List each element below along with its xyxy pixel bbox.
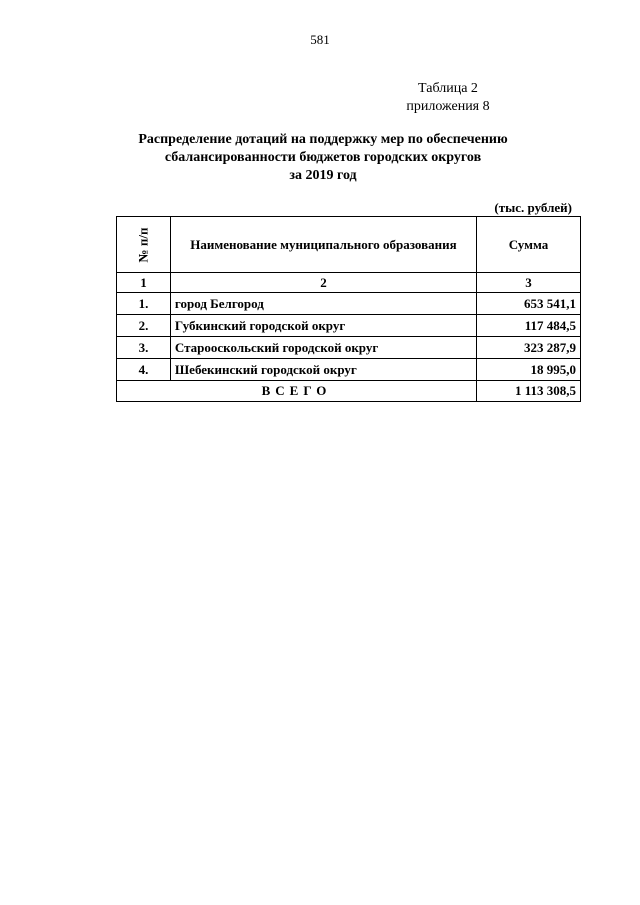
- total-amount: 1 113 308,5: [477, 381, 581, 402]
- appendix-label: [398, 80, 498, 116]
- header-number-cell: [117, 217, 171, 273]
- row-number: 3.: [117, 337, 171, 359]
- row-amount: 18 995,0: [477, 359, 581, 381]
- document-title: [100, 131, 546, 185]
- row-municipality: Губкинский городской округ: [170, 315, 476, 337]
- row-municipality: город Белгород: [170, 293, 476, 315]
- appendix-attachment-label: приложения 8: [406, 99, 490, 114]
- table-row: [117, 315, 581, 337]
- total-row: [117, 381, 581, 402]
- row-number: 2.: [117, 315, 171, 337]
- row-amount: 323 287,9: [477, 337, 581, 359]
- row-amount: 653 541,1: [477, 293, 581, 315]
- row-municipality: Старооскольский городской округ: [170, 337, 476, 359]
- row-number: 1.: [117, 293, 171, 315]
- header-number: № п/п: [135, 227, 151, 262]
- document-title-line-1: Распределение дотаций на поддержку мер по обеспечению: [138, 132, 508, 147]
- column-index-3: 3: [477, 273, 581, 293]
- total-label: ВСЕГО: [117, 381, 477, 402]
- row-municipality: Шебекинский городской округ: [170, 359, 476, 381]
- unit-label: (тыс. рублей): [494, 200, 572, 215]
- document-title-line-3: за 2019 год: [289, 168, 357, 183]
- page-number: 581: [310, 32, 330, 47]
- header-amount: Сумма: [477, 217, 581, 273]
- table-header-row: [117, 217, 581, 273]
- header-municipality-name: Наименование муниципального образования: [170, 217, 476, 273]
- table-row: [117, 337, 581, 359]
- table-row: [117, 293, 581, 315]
- row-number: 4.: [117, 359, 171, 381]
- column-index-row: [117, 273, 581, 293]
- row-amount: 117 484,5: [477, 315, 581, 337]
- column-index-2: 2: [170, 273, 476, 293]
- document-title-line-2: сбалансированности бюджетов городских округов: [164, 150, 482, 165]
- appendix-table-label: Таблица 2: [418, 81, 478, 96]
- subsidy-distribution-table: [116, 216, 581, 402]
- table-row: [117, 359, 581, 381]
- column-index-1: 1: [117, 273, 171, 293]
